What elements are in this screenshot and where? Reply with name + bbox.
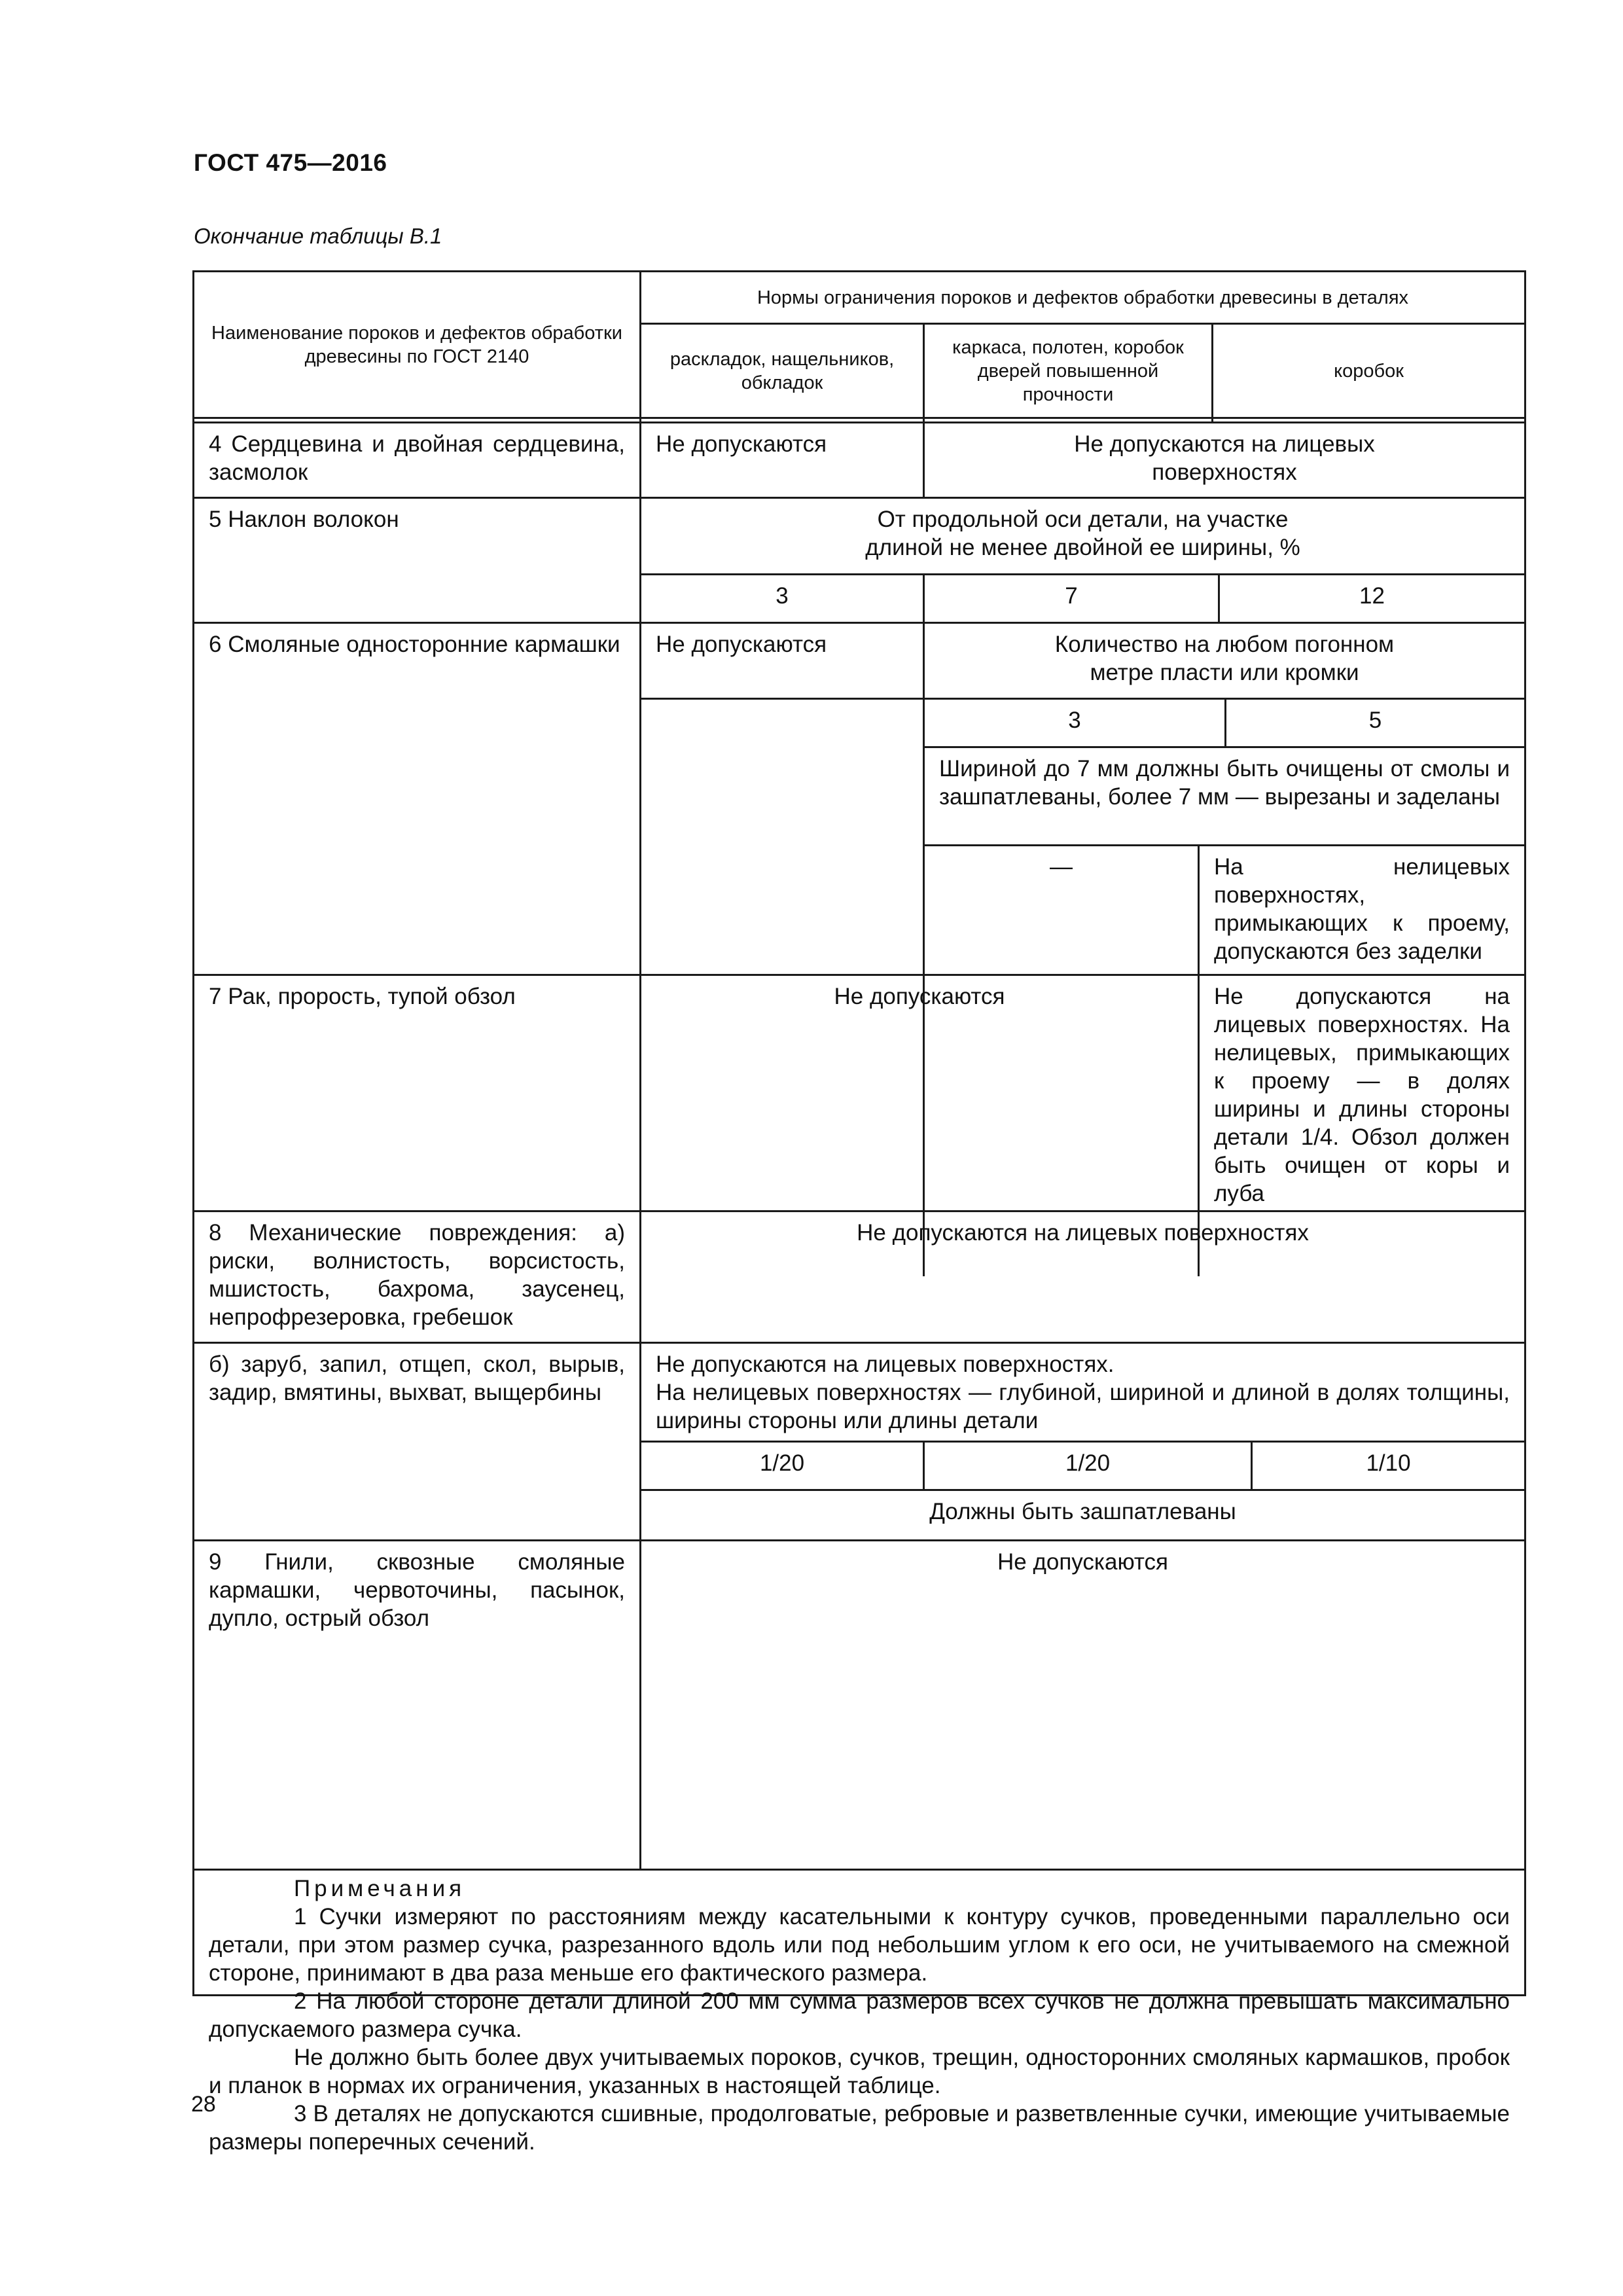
doc-title: ГОСТ 475—2016 <box>194 149 387 176</box>
header-subcol-2: каркаса, полотен, коробок дверей повышенной прочности <box>952 336 1184 405</box>
row5-value-2: 7 <box>1065 583 1078 609</box>
row7-col3: Не допускаются на лицевых поверхностях. На нелицевых, примыкающих к проему — в долях ширины и длины стороны детали 1/4. Обзол должен быть очищен от коры и луба <box>1214 984 1510 1206</box>
row9-span: Не допускаются <box>997 1549 1169 1575</box>
row5-value-3: 12 <box>1359 583 1385 609</box>
row5-span: От продольной оси детали, на участке длиной не менее двойной ее ширины, % <box>865 507 1300 560</box>
header-norms-group: Нормы ограничения пороков и дефектов обработки древесины в деталях <box>757 287 1409 308</box>
row8b-value-1: 1/20 <box>759 1450 805 1476</box>
row6-name: 6 Смоляные односторонние кармашки <box>209 632 620 657</box>
row8b-value-3: 1/10 <box>1366 1450 1411 1476</box>
row8b-span-line1: Не допускаются на лицевых поверхностях. <box>656 1352 1115 1377</box>
row8b-name: б) заруб, запил, отщеп, скол, вырыв, задир, вмятины, выхват, выщербины <box>209 1352 625 1405</box>
notes-block <box>194 1871 1524 2160</box>
row5-value-1: 3 <box>776 583 789 609</box>
note-2b: Не должно быть более двух учитываемых пороков, сучков, трещин, односторонних смоляных кармашков, пробок и планок в нормах их ограничения, указанных в настоящей таблице. <box>209 2045 1510 2098</box>
row9-name: 9 Гнили, сквозные смоляные кармашки, червоточины, пасынок, дупло, острый обзол <box>209 1549 625 1631</box>
table-caption: Окончание таблицы В.1 <box>194 224 442 248</box>
notes-heading: Примечания <box>294 1876 466 1901</box>
row6-dash: — <box>1050 854 1073 880</box>
note-2: 2 На любой стороне детали длиной 200 мм сумма размеров всех сучков не должна превышать максимально допускаемого размера сучка. <box>209 1988 1510 2042</box>
note-1: 1 Сучки измеряют по расстояниям между касательными к контуру сучков, проведенными параллельно оси детали, при этом размер сучка, разрезанного вдоль или под небольшим углом к его оси, не учитываемого на смежной стороне, принимают в два раза меньше его фактического размера. <box>209 1904 1510 1986</box>
row4-col1: Не допускаются <box>656 431 827 457</box>
row6-count-2: 3 <box>1068 708 1081 733</box>
row6-nonface-note: На нелицевых поверхностях, примыкающих к проему, допускаются без заделки <box>1214 854 1510 964</box>
row8b-span-line2: На нелицевых поверхностях — глубиной, шириной и длиной в долях толщины, ширины стороны или длины детали <box>656 1380 1510 1433</box>
header-subcol-1: раскладок, нащельников, обкладок <box>669 348 895 393</box>
row7-col12: Не допускаются <box>834 984 1005 1009</box>
page-number: 28 <box>191 2092 216 2117</box>
header-subcol-3: коробок <box>1334 360 1404 382</box>
row6-col1: Не допускаются <box>656 632 827 657</box>
table-border-right <box>1524 270 1526 1996</box>
row6-count-label: Количество на любом погонном метре пласти или кромки <box>1054 632 1395 685</box>
row4-col23: Не допускаются на лицевых поверхностях <box>1074 431 1375 485</box>
row6-count-3: 5 <box>1368 708 1382 733</box>
note-3: 3 В деталях не допускаются сшивные, продолговатые, ребровые и разветвленные сучки, имеющие учитываемые размеры поперечных сечений. <box>209 2101 1510 2155</box>
row5-name: 5 Наклон волокон <box>209 507 399 532</box>
row6-width-note: Шириной до 7 мм должны быть очищены от смолы и зашпатлеваны, более 7 мм — вырезаны и заделаны <box>939 756 1510 810</box>
header-bottom-rule-1 <box>192 417 1526 419</box>
row8b-putty: Должны быть зашпатлеваны <box>929 1499 1236 1524</box>
row8a-name: 8 Механические повреждения: а) риски, волнистость, ворсистость, мшистость, бахрома, заусенец, непрофрезеровка, гребешок <box>209 1220 625 1330</box>
header-name-column: Наименование пороков и дефектов обработки древесины по ГОСТ 2140 <box>211 322 622 367</box>
row8b-value-2: 1/20 <box>1065 1450 1111 1476</box>
row4-name: 4 Сердцевина и двойная сердцевина, засмолок <box>209 431 625 485</box>
row7-name: 7 Рак, прорость, тупой обзол <box>209 984 516 1009</box>
row8b-span <box>641 1344 1524 1441</box>
row8a-span: Не допускаются на лицевых поверхностях <box>857 1220 1309 1246</box>
